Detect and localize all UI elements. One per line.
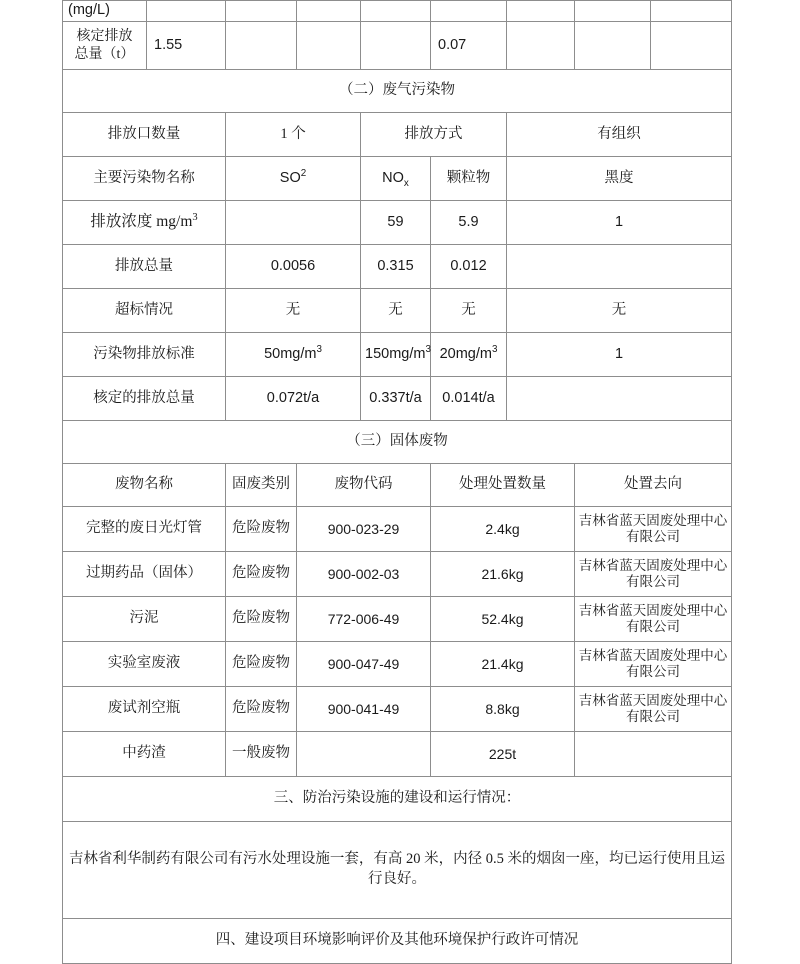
waste-name: 废试剂空瓶 <box>63 687 226 732</box>
emission-method-value: 有组织 <box>507 113 732 157</box>
waste-quantity: 21.6kg <box>431 552 575 597</box>
waste-name: 过期药品（固体） <box>63 552 226 597</box>
table-row-approved-emission-total <box>63 377 732 421</box>
table-row <box>63 732 732 777</box>
waste-destination <box>575 732 732 777</box>
col-header-waste-quantity: 处理处置数量 <box>431 464 575 507</box>
pollutant-blackness: 黑度 <box>507 157 732 201</box>
unit-cell-9 <box>651 1 732 22</box>
environmental-report-table <box>62 0 732 964</box>
exceedance-pm: 无 <box>431 289 507 333</box>
emission-concentration-label: 排放浓度 $mg/m^3$ <box>63 201 226 245</box>
emission-total-so2: 0.0056 <box>226 245 361 289</box>
pollutant-nox: $NO_x$ <box>361 157 431 201</box>
table-row-emission-total <box>63 245 732 289</box>
pollutant-pm: 颗粒物 <box>431 157 507 201</box>
waste-destination: 吉林省蓝天固废处理中心有限公司 <box>575 642 732 687</box>
approved-total-cell-4 <box>297 22 361 70</box>
waste-code <box>297 732 431 777</box>
emission-standard-nox: $150mg/m^3$ <box>361 333 431 377</box>
emission-concentration-so2 <box>226 201 361 245</box>
waste-code: 900-002-03 <box>297 552 431 597</box>
table-row-unit <box>63 1 732 22</box>
unit-cell-5 <box>361 1 431 22</box>
approved-emission-total-label: 核定的排放总量 <box>63 377 226 421</box>
section-heading-three-label: 三、防治污染设施的建设和运行情况： <box>63 777 732 822</box>
unit-cell-4 <box>297 1 361 22</box>
emission-concentration-pm: 5.9 <box>431 201 507 245</box>
table-row <box>63 552 732 597</box>
section-three-body-text: 吉林省利华制药有限公司有污水处理设施一套，有高 20 米，内径 0.5 米的烟囱一座，均已运行使用且运行良好。 <box>63 822 732 919</box>
waste-quantity: 225t <box>431 732 575 777</box>
approved-total-value-2: 0.07 <box>431 22 507 70</box>
approved-total-label: 核定排放 总量（t） <box>63 22 147 70</box>
unit-label: (mg/L) <box>63 1 147 22</box>
approved-emission-total-pm: 0.014t/a <box>431 377 507 421</box>
emission-total-blackness <box>507 245 732 289</box>
waste-code: 900-047-49 <box>297 642 431 687</box>
col-header-waste-code: 废物代码 <box>297 464 431 507</box>
waste-name: 完整的废日光灯管 <box>63 507 226 552</box>
waste-destination: 吉林省蓝天固废处理中心有限公司 <box>575 597 732 642</box>
approved-emission-total-so2: 0.072t/a <box>226 377 361 421</box>
emission-standard-pm: $20mg/m^3$ <box>431 333 507 377</box>
emission-standard-so2: $50mg/m^3$ <box>226 333 361 377</box>
emission-concentration-nox: 59 <box>361 201 431 245</box>
exceedance-nox: 无 <box>361 289 431 333</box>
col-header-waste-name: 废物名称 <box>63 464 226 507</box>
col-header-waste-category: 固废类别 <box>226 464 297 507</box>
waste-name: 实验室废液 <box>63 642 226 687</box>
waste-category: 危险废物 <box>226 552 297 597</box>
approved-total-value-1: 1.55 <box>147 22 226 70</box>
table-row-approved-total <box>63 22 732 70</box>
section-three-body <box>63 822 732 919</box>
waste-category: 危险废物 <box>226 597 297 642</box>
col-header-waste-destination: 处置去向 <box>575 464 732 507</box>
approved-total-cell-7 <box>507 22 575 70</box>
emission-standard-blackness: 1 <box>507 333 732 377</box>
emission-total-label: 排放总量 <box>63 245 226 289</box>
approved-total-cell-3 <box>226 22 297 70</box>
table-row <box>63 507 732 552</box>
table-row <box>63 687 732 732</box>
waste-category: 危险废物 <box>226 642 297 687</box>
table-row-emission-standard <box>63 333 732 377</box>
waste-quantity: 8.8kg <box>431 687 575 732</box>
table-row-outlet-count <box>63 113 732 157</box>
approved-total-cell-5 <box>361 22 431 70</box>
approved-emission-total-nox: 0.337t/a <box>361 377 431 421</box>
emission-method-label: 排放方式 <box>361 113 507 157</box>
outlet-count-value: 1 个 <box>226 113 361 157</box>
waste-destination: 吉林省蓝天固废处理中心有限公司 <box>575 687 732 732</box>
unit-cell-2 <box>147 1 226 22</box>
exceedance-so2: 无 <box>226 289 361 333</box>
section-heading-solid-waste-label: （三）固体废物 <box>63 421 732 464</box>
table-row-pollutant-names <box>63 157 732 201</box>
waste-category: 危险废物 <box>226 507 297 552</box>
waste-name: 污泥 <box>63 597 226 642</box>
section-heading-solid-waste <box>63 421 732 464</box>
unit-cell-3 <box>226 1 297 22</box>
exceedance-label: 超标情况 <box>63 289 226 333</box>
emission-standard-label: 污染物排放标准 <box>63 333 226 377</box>
waste-category: 危险废物 <box>226 687 297 732</box>
exceedance-blackness: 无 <box>507 289 732 333</box>
table-row-solid-waste-header <box>63 464 732 507</box>
waste-destination: 吉林省蓝天固废处理中心有限公司 <box>575 507 732 552</box>
waste-quantity: 52.4kg <box>431 597 575 642</box>
waste-quantity: 2.4kg <box>431 507 575 552</box>
emission-total-pm: 0.012 <box>431 245 507 289</box>
approved-emission-total-blackness <box>507 377 732 421</box>
waste-category: 一般废物 <box>226 732 297 777</box>
waste-code: 900-023-29 <box>297 507 431 552</box>
outlet-count-label: 排放口数量 <box>63 113 226 157</box>
table-row-exceedance <box>63 289 732 333</box>
waste-code: 900-041-49 <box>297 687 431 732</box>
section-heading-gas-pollutants <box>63 70 732 113</box>
section-heading-gas-label: （二）废气污染物 <box>63 70 732 113</box>
approved-total-cell-9 <box>651 22 732 70</box>
pollutant-so2: $SO^2$ <box>226 157 361 201</box>
approved-total-cell-8 <box>575 22 651 70</box>
unit-cell-7 <box>507 1 575 22</box>
waste-destination: 吉林省蓝天固废处理中心有限公司 <box>575 552 732 597</box>
waste-quantity: 21.4kg <box>431 642 575 687</box>
section-heading-four-label: 四、建设项目环境影响评价及其他环境保护行政许可情况 <box>63 919 732 964</box>
pollutant-names-label: 主要污染物名称 <box>63 157 226 201</box>
unit-cell-8 <box>575 1 651 22</box>
emission-total-nox: 0.315 <box>361 245 431 289</box>
section-heading-four <box>63 919 732 964</box>
table-row <box>63 597 732 642</box>
emission-concentration-blackness: 1 <box>507 201 732 245</box>
section-heading-three <box>63 777 732 822</box>
unit-cell-6 <box>431 1 507 22</box>
waste-name: 中药渣 <box>63 732 226 777</box>
table-row <box>63 642 732 687</box>
table-row-emission-concentration <box>63 201 732 245</box>
waste-code: 772-006-49 <box>297 597 431 642</box>
